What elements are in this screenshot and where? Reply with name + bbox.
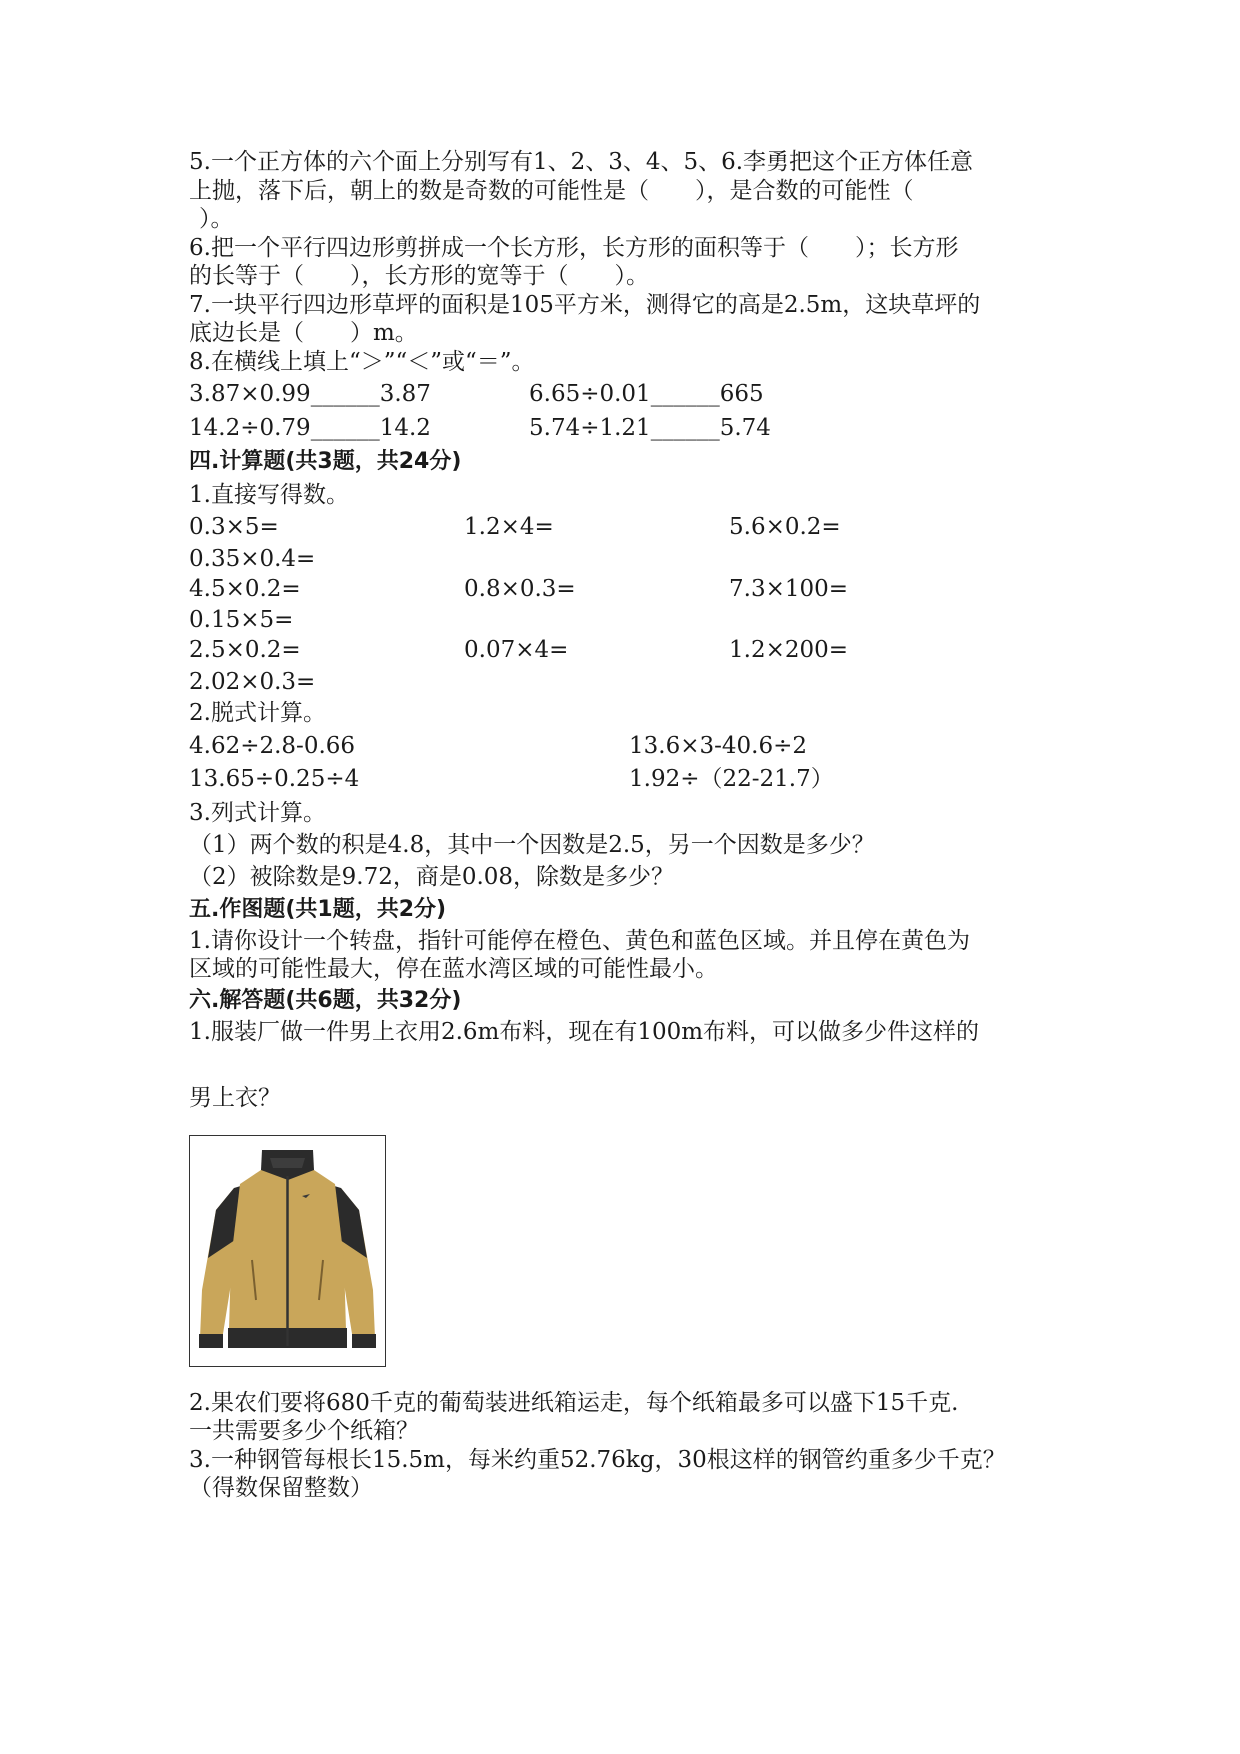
q5-line1: 5.一个正方体的六个面上分别写有1、2、3、4、5、6.李勇把这个正方体任意 bbox=[189, 149, 974, 175]
q8-row bbox=[189, 412, 1069, 446]
calc-item: 13.6×3-40.6÷2 bbox=[629, 732, 808, 759]
calc-row bbox=[189, 763, 1069, 797]
calc-item: 4.62÷2.8-0.66 bbox=[189, 732, 356, 759]
q7-line2: 底边长是（ ）m。 bbox=[189, 320, 418, 346]
calc-row bbox=[189, 511, 1069, 545]
s4-q3-part1: （1）两个数的积是4.8，其中一个因数是2.5，另一个因数是多少？ bbox=[189, 831, 875, 858]
calc-row bbox=[189, 634, 1069, 668]
q8-item: 6.65÷0.01______665 bbox=[529, 381, 764, 407]
q8-item: 14.2÷0.79______14.2 bbox=[189, 414, 431, 441]
q8-row bbox=[189, 378, 1069, 412]
s4-q2-title: 2.脱式计算。 bbox=[189, 699, 326, 726]
calc-row bbox=[189, 606, 1069, 634]
jacket-picture bbox=[189, 1135, 386, 1367]
jacket-icon bbox=[194, 1140, 381, 1362]
calc-item: 7.3×100= bbox=[729, 575, 849, 602]
calc-row bbox=[189, 668, 1069, 696]
q5-line2: 上抛，落下后，朝上的数是奇数的可能性是（ ），是合数的可能性（ bbox=[189, 177, 914, 204]
q8-instruction: 8.在横线上填上“＞”“＜”或“＝”。 bbox=[189, 348, 535, 375]
q8-item: 3.87×0.99______3.87 bbox=[189, 381, 431, 407]
calc-item: 2.5×0.2= bbox=[189, 637, 301, 663]
calc-item: 0.07×4= bbox=[464, 637, 569, 663]
calc-item: 0.35×0.4= bbox=[189, 545, 316, 572]
worksheet-page bbox=[189, 148, 1069, 1503]
s6-q2-line1: 2.果农们要将680千克的葡萄装进纸箱运走，每个纸箱最多可以盛下15千克. bbox=[189, 1389, 959, 1416]
s6-q3-line2: （得数保留整数） bbox=[189, 1475, 373, 1501]
s5-q1-line2: 区域的可能性最大，停在蓝水湾区域的可能性最小。 bbox=[189, 956, 718, 982]
calc-row bbox=[189, 730, 1069, 764]
calc-item: 1.2×200= bbox=[729, 637, 849, 663]
calc-item: 5.6×0.2= bbox=[729, 514, 841, 540]
calc-item: 0.8×0.3= bbox=[464, 575, 576, 602]
calc-item: 1.2×4= bbox=[464, 514, 554, 540]
calc-row bbox=[189, 573, 1069, 607]
s6-q3-line1: 3.一种钢管每根长15.5m，每米约重52.76kg，30根这样的钢管约重多少千克？ bbox=[189, 1446, 1006, 1473]
calc-item: 13.65÷0.25÷4 bbox=[189, 766, 360, 792]
calc-item: 1.92÷（22-21.7） bbox=[629, 766, 834, 792]
q5-line3: ）。 bbox=[199, 206, 234, 232]
q6-line2: 的长等于（ ），长方形的宽等于（ ）。 bbox=[189, 263, 649, 289]
s4-q3-part2: （2）被除数是9.72，商是0.08，除数是多少？ bbox=[189, 863, 675, 890]
section-6-heading: 六.解答题(共6题，共32分) bbox=[189, 987, 462, 1013]
s6-q1-line2: 男上衣？ bbox=[189, 1085, 281, 1111]
s4-q1-title: 1.直接写得数。 bbox=[189, 482, 349, 508]
s4-q3-title: 3.列式计算。 bbox=[189, 799, 326, 826]
section-4-heading: 四.计算题(共3题，共24分) bbox=[189, 449, 462, 474]
calc-row bbox=[189, 545, 1069, 573]
q6-line1: 6.把一个平行四边形剪拼成一个长方形，长方形的面积等于（ ）；长方形 bbox=[189, 234, 959, 261]
s5-q1-line1: 1.请你设计一个转盘，指针可能停在橙色、黄色和蓝色区域。并且停在黄色为 bbox=[189, 927, 970, 954]
q7-line1: 7.一块平行四边形草坪的面积是105平方米，测得它的高是2.5m，这块草坪的 bbox=[189, 291, 981, 318]
s6-q1-line1: 1.服装厂做一件男上衣用2.6m布料，现在有100m布料，可以做多少件这样的 bbox=[189, 1018, 980, 1045]
section-5-heading: 五.作图题(共1题，共2分) bbox=[189, 896, 447, 922]
calc-item: 0.3×5= bbox=[189, 514, 279, 540]
calc-item: 0.15×5= bbox=[189, 607, 294, 633]
calc-item: 4.5×0.2= bbox=[189, 575, 301, 602]
calc-item: 2.02×0.3= bbox=[189, 668, 316, 695]
s6-q2-line2: 一共需要多少个纸箱？ bbox=[189, 1418, 419, 1444]
q8-item: 5.74÷1.21______5.74 bbox=[529, 414, 771, 441]
